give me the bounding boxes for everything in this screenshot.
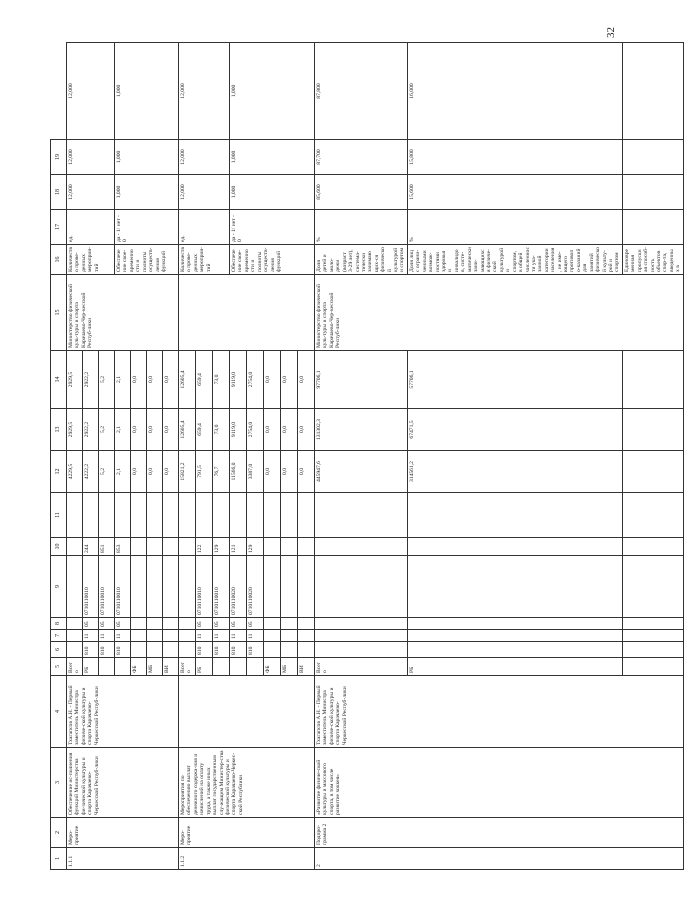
amount-y2021: 2,1 <box>115 409 131 451</box>
indicator-value-17: 1,000 <box>230 175 315 210</box>
header-cell: 10 <box>51 538 67 556</box>
indicator-value-19: 12,000 <box>179 43 230 140</box>
indicator-name: Обеспечение свое-временности и полноты осуществ-ления функций <box>115 245 179 275</box>
col10-cell <box>264 493 281 538</box>
row-2-row <box>315 43 408 870</box>
vr-cell: 129 <box>213 538 230 556</box>
indicator-value-18 <box>622 140 683 175</box>
col10-cell <box>281 493 298 538</box>
amount-y2022: 5,2 <box>99 351 115 409</box>
program-table <box>50 42 684 870</box>
pr-cell <box>298 618 315 630</box>
rz-cell <box>281 630 298 642</box>
header-cell: 18 <box>51 175 67 210</box>
grbs-cell: 810 <box>230 642 247 658</box>
vr-cell <box>281 538 298 556</box>
amount-y2021: 0,0 <box>264 409 281 451</box>
col10-cell <box>115 493 131 538</box>
amount-y2021: 5,2 <box>99 409 115 451</box>
grbs-cell <box>131 642 147 658</box>
amount-y2022: 0,0 <box>131 351 147 409</box>
vr-cell: 851 <box>99 538 115 556</box>
src-cell: РБ <box>83 658 99 676</box>
indicator-value-17: 12,000 <box>67 175 115 210</box>
amount-y2021: 2922,2 <box>83 409 99 451</box>
col10-cell <box>83 493 99 538</box>
vr-cell <box>179 538 196 556</box>
responsible: Тхагапсов А.Н. - Первый заместитель Министра физиче-ской культуры и спорта Карачаево-Черкесской Респуб-лики <box>67 676 179 748</box>
csr-cell: 0710110010 <box>99 556 115 618</box>
amount-y2021: 0,0 <box>147 409 163 451</box>
vr-cell <box>147 538 163 556</box>
amount-y2022: 97706,1 <box>315 351 408 409</box>
executor: Министерство физической куль-туры и спорта Карачаево-Чер-кесской Респуб-лики <box>67 275 179 351</box>
pr-cell: 05 <box>115 618 131 630</box>
csr-cell <box>67 556 83 618</box>
indicator-name: Доля детей и моло-дежи (возраст 3-29 лет), система-тически занимающих-ся физической культурой и спортом <box>315 245 408 275</box>
amount-y2020: 314561,2 <box>407 451 622 493</box>
csr-cell <box>298 556 315 618</box>
pr-cell: 05 <box>247 618 264 630</box>
amount-y2021: 659,4 <box>196 409 213 451</box>
header-cell: 19 <box>51 140 67 175</box>
header-cell: 4 <box>51 676 67 748</box>
amount-y2022: 73,0 <box>213 351 230 409</box>
amount-y2022: 0,0 <box>264 351 281 409</box>
csr-cell <box>281 556 298 618</box>
csr-cell <box>179 556 196 618</box>
header-cell: 1 <box>51 848 67 870</box>
src-cell: ВИ <box>163 658 179 676</box>
grbs-cell: 810 <box>99 642 115 658</box>
col10-cell <box>196 493 213 538</box>
amount-y2020: 2,1 <box>115 451 131 493</box>
pr-cell: 05 <box>213 618 230 630</box>
col10-cell <box>163 493 179 538</box>
amount-y2022: 0,0 <box>298 351 315 409</box>
col10-cell <box>179 493 196 538</box>
amount-y2020: 76,7 <box>213 451 230 493</box>
item-name: «Развитие физиче-ской культуры и массового спорта, в том числе развитие хоккея» <box>315 748 684 818</box>
pr-cell <box>407 618 622 630</box>
pr-cell: 05 <box>196 618 213 630</box>
row-1-1-1-row <box>67 43 83 870</box>
rz-cell: 11 <box>83 630 99 642</box>
indicator-value-17 <box>622 175 683 210</box>
amount-y2021: 0,0 <box>298 409 315 451</box>
rz-cell: 11 <box>213 630 230 642</box>
rz-cell <box>315 630 408 642</box>
csr-cell: 0710110020 <box>230 556 247 618</box>
amount-y2021: 0,0 <box>131 409 147 451</box>
rotated-table-page <box>50 42 682 870</box>
pr-cell <box>315 618 408 630</box>
header-cell: 17 <box>51 210 67 245</box>
grbs-cell: 810 <box>247 642 264 658</box>
grbs-cell: 810 <box>115 642 131 658</box>
src-cell: МБ <box>147 658 163 676</box>
amount-y2021: 131302,3 <box>315 409 408 451</box>
header-cell: 8 <box>51 618 67 630</box>
indicator-unit: % <box>315 210 408 245</box>
amount-y2020: 445947,6 <box>315 451 408 493</box>
amount-y2020: 15821,2 <box>179 451 196 493</box>
rz-cell <box>67 630 83 642</box>
vr-cell <box>622 538 683 556</box>
col10-cell <box>407 493 622 538</box>
header-row <box>51 43 67 870</box>
amount-y2022: 2922,2 <box>83 351 99 409</box>
amount-y2022: 0,0 <box>281 351 298 409</box>
src-cell: Всего <box>315 658 408 676</box>
col10-cell <box>99 493 115 538</box>
rz-cell <box>407 630 622 642</box>
col10-cell <box>298 493 315 538</box>
amount-y2020: 4229,5 <box>67 451 83 493</box>
amount-y2022: 2,1 <box>115 351 131 409</box>
grbs-cell <box>298 642 315 658</box>
indicator-unit: % <box>407 210 622 245</box>
amount-y2020: 4222,2 <box>83 451 99 493</box>
amount-y2022: 0,0 <box>163 351 179 409</box>
indicator-unit <box>622 210 683 245</box>
rz-cell: 11 <box>230 630 247 642</box>
item-type: Меро-приятие <box>67 818 179 848</box>
header-cell: 12 <box>51 451 67 493</box>
pr-cell <box>67 618 83 630</box>
amount-y2022: 57706,1 <box>407 351 622 409</box>
amount-y2021 <box>622 409 683 451</box>
amount-y2021: 0,0 <box>281 409 298 451</box>
amount-y2021: 67471,5 <box>407 409 622 451</box>
amount-y2020: 5,2 <box>99 451 115 493</box>
src-cell: ФБ <box>264 658 281 676</box>
src-cell: ВИ <box>298 658 315 676</box>
indicator-value-19: 12,000 <box>67 43 115 140</box>
grbs-cell <box>264 642 281 658</box>
indicator-value-19: 16,000 <box>407 43 622 140</box>
amount-y2020: 0,0 <box>298 451 315 493</box>
pr-cell: 05 <box>83 618 99 630</box>
csr-cell: 0710110010 <box>83 556 99 618</box>
grbs-cell: 810 <box>213 642 230 658</box>
rz-cell: 11 <box>247 630 264 642</box>
amount-y2021: 2754,0 <box>247 409 264 451</box>
amount-y2022: 12605,4 <box>179 351 196 409</box>
rz-cell <box>147 630 163 642</box>
indicator-value-18: 15,800 <box>407 140 622 175</box>
rz-cell <box>163 630 179 642</box>
responsible: Тхагапсов А.Н. - Первый заместитель Министра физиче-ской культуры и спорта Карачаево-Черкесской Респуб-лики <box>315 676 684 748</box>
pr-cell: 05 <box>99 618 115 630</box>
grbs-cell <box>315 642 408 658</box>
indicator-unit: да - 1/ нет - 0 <box>230 210 315 245</box>
src-cell <box>213 658 230 676</box>
amount-y2021: 9119,0 <box>230 409 247 451</box>
rz-cell: 11 <box>115 630 131 642</box>
header-cell: 11 <box>51 493 67 538</box>
amount-y2021: 12605,4 <box>179 409 196 451</box>
vr-cell <box>298 538 315 556</box>
rz-cell: 11 <box>196 630 213 642</box>
indicator-value-17: 1,000 <box>115 175 179 210</box>
header-cell: 15 <box>51 275 67 351</box>
src-cell <box>622 658 683 676</box>
header-cell: 9 <box>51 556 67 618</box>
vr-cell <box>67 538 83 556</box>
src-cell: ФБ <box>131 658 147 676</box>
amount-y2021: 73,0 <box>213 409 230 451</box>
indicator-name: Количество прове-денных мероприя-тий <box>67 245 115 275</box>
header-cell: 6 <box>51 642 67 658</box>
header-cell: 13 <box>51 409 67 451</box>
responsible <box>179 676 315 748</box>
rz-cell <box>179 630 196 642</box>
indicator-value-19: 87,800 <box>315 43 408 140</box>
amount-y2022: 2754,0 <box>247 351 264 409</box>
amount-y2022 <box>622 351 683 409</box>
grbs-cell <box>281 642 298 658</box>
indicator-value-18: 1,000 <box>115 140 179 175</box>
col10-cell <box>315 493 408 538</box>
indicator-name: Единовременная пропускная способ-ность объектов спор-та, введенных в <box>622 245 683 275</box>
item-number: 2 <box>315 848 684 870</box>
indicator-unit: да - 1/ нет - 0 <box>115 210 179 245</box>
vr-cell <box>131 538 147 556</box>
item-number: 1.1.1 <box>67 848 179 870</box>
amount-y2020: 791,5 <box>196 451 213 493</box>
src-cell: РБ <box>407 658 622 676</box>
rz-cell <box>298 630 315 642</box>
amount-y2022: 9119,0 <box>230 351 247 409</box>
indicator-value-18: 12,000 <box>179 140 230 175</box>
amount-y2020 <box>622 451 683 493</box>
csr-cell <box>315 556 408 618</box>
csr-cell: 0710110010 <box>213 556 230 618</box>
indicator-unit: ед. <box>67 210 115 245</box>
pr-cell <box>622 618 683 630</box>
page-number: 32 <box>605 27 617 38</box>
grbs-cell: 810 <box>196 642 213 658</box>
grbs-cell <box>67 642 83 658</box>
indicator-name: Доля лиц с ограни-ченными возмож-ностями здоровья и инвалидов, систе-матически зани-мающихся физиче-ской культурой и спортом, в общей численности ука-занной категории населения, не име-ющего противопо-казаний для занятий физической культу-рой и спортом <box>407 245 622 275</box>
vr-cell: 121 <box>230 538 247 556</box>
vr-cell: 129 <box>247 538 264 556</box>
col10-cell <box>247 493 264 538</box>
indicator-unit: ед. <box>179 210 230 245</box>
item-name: Обеспечение ис-полнения функций Министерства фи-зической культуры и спорта Карачаево-Черкесской Респуб-лики <box>67 748 179 818</box>
grbs-cell <box>163 642 179 658</box>
amount-y2021: 2929,5 <box>67 409 83 451</box>
col10-cell <box>147 493 163 538</box>
vr-cell <box>315 538 408 556</box>
pr-cell: 05 <box>230 618 247 630</box>
amount-y2020: 0,0 <box>147 451 163 493</box>
rz-cell: 11 <box>99 630 115 642</box>
vr-cell <box>407 538 622 556</box>
grbs-cell: 810 <box>83 642 99 658</box>
header-cell: 14 <box>51 351 67 409</box>
csr-cell: 0710110010 <box>115 556 131 618</box>
header-cell: 3 <box>51 748 67 818</box>
csr-cell: 0710110010 <box>196 556 213 618</box>
amount-y2022: 2929,5 <box>67 351 83 409</box>
indicator-value-17: 85,600 <box>315 175 408 210</box>
src-cell: Всего <box>67 658 83 676</box>
amount-y2020: 0,0 <box>131 451 147 493</box>
col10-cell <box>67 493 83 538</box>
amount-y2020: 0,0 <box>281 451 298 493</box>
vr-cell: 853 <box>115 538 131 556</box>
header-cell: 7 <box>51 630 67 642</box>
indicator-value-19 <box>622 43 683 140</box>
amount-y2021: 0,0 <box>163 409 179 451</box>
indicator-value-17: 15,600 <box>407 175 622 210</box>
vr-cell: 122 <box>196 538 213 556</box>
src-cell <box>99 658 115 676</box>
amount-y2020: 11566,0 <box>230 451 247 493</box>
vr-cell <box>264 538 281 556</box>
col10-cell <box>622 493 683 538</box>
col10-cell <box>131 493 147 538</box>
rz-cell <box>622 630 683 642</box>
indicator-value-18: 87,700 <box>315 140 408 175</box>
col10-cell <box>230 493 247 538</box>
src-cell: МБ <box>281 658 298 676</box>
indicator-value-17: 12,000 <box>179 175 230 210</box>
header-cell: 16 <box>51 245 67 275</box>
pr-cell <box>163 618 179 630</box>
item-type: Меро-приятие <box>179 818 315 848</box>
pr-cell <box>281 618 298 630</box>
amount-y2020: 0,0 <box>264 451 281 493</box>
amount-y2020: 3387,0 <box>247 451 264 493</box>
item-type: Подпро-грамма 2 <box>315 818 684 848</box>
col10-cell <box>213 493 230 538</box>
amount-y2022: 0,0 <box>147 351 163 409</box>
csr-cell <box>264 556 281 618</box>
executor <box>179 275 315 351</box>
indicator-value-18: 1,000 <box>230 140 315 175</box>
src-cell <box>247 658 264 676</box>
amount-y2022: 659,4 <box>196 351 213 409</box>
src-cell <box>115 658 131 676</box>
item-number: 1.1.2 <box>179 848 315 870</box>
header-cell: 5 <box>51 658 67 676</box>
indicator-value-18: 12,000 <box>67 140 115 175</box>
indicator-value-19: 1,000 <box>115 43 179 140</box>
pr-cell <box>264 618 281 630</box>
indicator-name: Обеспечение свое-временности и полноты осуществ-ления функций <box>230 245 315 275</box>
rz-cell <box>264 630 281 642</box>
row-1-1-2-row <box>179 43 196 870</box>
src-cell: Всего <box>179 658 196 676</box>
vr-cell: 244 <box>83 538 99 556</box>
executor: Министерство физической куль-туры и спорта Карачаево-Чер-кесской Респуб-лики <box>315 275 684 351</box>
csr-cell <box>131 556 147 618</box>
vr-cell <box>163 538 179 556</box>
grbs-cell <box>147 642 163 658</box>
item-name: Мероприятия по обеспечению выплат денежного содержа-ния и начислений на оплату труда, а также иных выплат государственным слу-жащим Министер-ства физической культуры и спорта Карачаево-Черкес-ской Республики <box>179 748 315 818</box>
csr-cell: 0710110020 <box>247 556 264 618</box>
indicator-value-19: 1,000 <box>230 43 315 140</box>
indicator-name: Количество прове-денных мероприя-тий <box>179 245 230 275</box>
pr-cell <box>179 618 196 630</box>
pr-cell <box>147 618 163 630</box>
amount-y2020: 0,0 <box>163 451 179 493</box>
csr-cell <box>622 556 683 618</box>
grbs-cell <box>622 642 683 658</box>
pr-cell <box>131 618 147 630</box>
rz-cell <box>131 630 147 642</box>
header-cell: 2 <box>51 818 67 848</box>
grbs-cell <box>407 642 622 658</box>
grbs-cell <box>179 642 196 658</box>
csr-cell <box>407 556 622 618</box>
csr-cell <box>163 556 179 618</box>
src-cell: РБ <box>196 658 213 676</box>
csr-cell <box>147 556 163 618</box>
src-cell <box>230 658 247 676</box>
